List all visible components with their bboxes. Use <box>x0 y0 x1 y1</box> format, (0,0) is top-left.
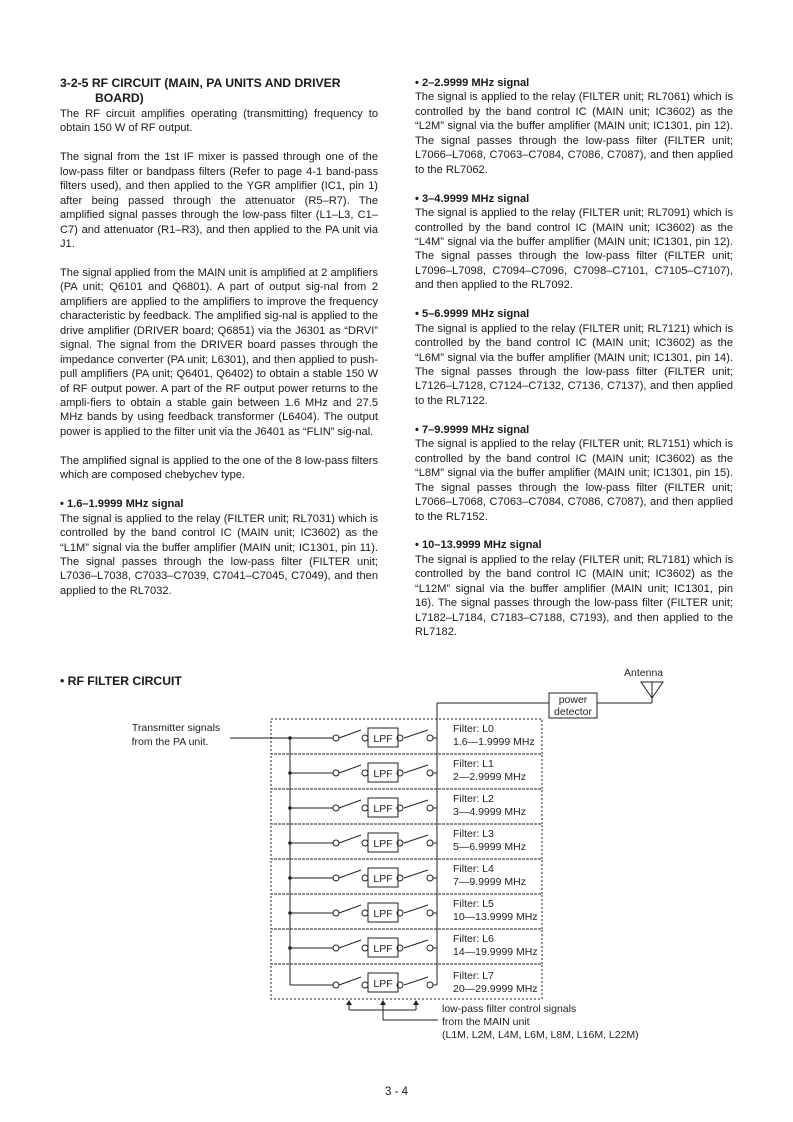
lpf-label: LPF <box>373 803 393 815</box>
lpf-label: LPF <box>373 873 393 885</box>
filter-range: 2—2.9999 MHz <box>453 771 526 783</box>
subsection-text: The signal is applied to the relay (FILTER unit; RL7061) which is controlled by the band control IC (MAIN unit; IC3602) as the “L2M” signal via the buffer amplifier (MAIN unit; IC1301, pin 12). The signal passes through the low-pass filter (FILTER unit; L7066–L7068, C7063–C7084, C7086, C7087), and then applied to the RL7062. <box>415 91 733 176</box>
filter-row <box>271 789 542 824</box>
paragraph: The signal applied from the MAIN unit is amplified at 2 amplifiers (PA unit; Q6101 and Q6801). A part of output sig-nal from 2 amplifiers are applied to the amplifiers to improve the frequency characteristic by feedback. The amplified sig-nal is applied to the drive amplifier (DRIVER board; Q6851) via the J6301 as “DRVI” signal. The signal from the DRIVER board passes through the impedance converter (PA unit; L6301), and then applied to push-pull amplifiers (PA unit; Q6401, Q6402) to obtain a stable 150 W of RF output power. A part of the RF output power returns to the ampli-fiers to obtain a stable gain between 1.6 MHz and 27.5 MHz bands by using feedback transformer (L6404). The output power is applied to the filter unit via the J6401 as “FLIN” sig-nal. <box>60 266 378 438</box>
filter-range: 1.6—1.9999 MHz <box>453 736 535 748</box>
filter-range: 10—13.9999 MHz <box>453 911 538 923</box>
power-detector-label: detector <box>554 706 592 718</box>
filter-row <box>271 964 542 999</box>
subsection-text: The signal is applied to the relay (FILTER unit; RL7091) which is controlled by the band control IC (MAIN unit; IC3602) as the “L4M” signal via the buffer amplifier (MAIN unit; IC1301, pin 12). The signal passes through the low-pass filter (FILTER unit; L7096–L7098, C7094–C7096, C7098–C7101, C7105–C7107), and then applied to the RL7092. <box>415 207 733 292</box>
lpf-label: LPF <box>373 838 393 850</box>
subsection-title: • 7–9.9999 MHz signal <box>415 423 530 436</box>
control-signal-lines <box>346 1000 438 1020</box>
filter-row <box>271 929 542 964</box>
filter-name: Filter: L4 <box>453 863 494 875</box>
filter-range: 7—9.9999 MHz <box>453 876 526 888</box>
filter-row <box>271 859 542 894</box>
diagram-heading: • RF FILTER CIRCUIT <box>60 674 182 688</box>
lpf-label: LPF <box>373 733 393 745</box>
subsection-title: • 2–2.9999 MHz signal <box>415 77 530 89</box>
filter-name: Filter: L0 <box>453 723 494 735</box>
filter-name: Filter: L3 <box>453 828 494 840</box>
subsection-text: The signal is applied to the relay (FILTER unit; RL7151) which is controlled by the band control IC (MAIN unit; IC3602) as the “L8M” signal via the buffer amplifier (MAIN unit; IC1301, pin 15). The signal passes through the low-pass filter (FILTER unit; L7066–L7068, C7063–C7084, C7086, C7087), and then applied to the RL7152. <box>415 438 733 523</box>
power-detector-label: power <box>558 694 588 706</box>
section-title: 3-2-5 RF CIRCUIT (MAIN, PA UNITS AND DRIVER BOARD) <box>60 76 341 105</box>
filter-row <box>271 824 542 859</box>
filter-name: Filter: L5 <box>453 898 494 910</box>
subsection-title: • 5–6.9999 MHz signal <box>415 308 530 321</box>
subsection-text: The signal is applied to the relay (FILTER unit; RL7121) which is controlled by the band control IC (MAIN unit; IC3602) as the “L6M” signal via the buffer amplifier (MAIN unit; IC1301, pin 14). The signal passes through the low-pass filter (FILTER unit; L7126–L7128, C7124–C7132, C7136, C7137), and then applied to the RL7122. <box>415 322 733 407</box>
antenna-label: Antenna <box>624 667 664 679</box>
filter-name: Filter: L2 <box>453 793 494 805</box>
control-label: low-pass filter control signals <box>442 1003 577 1015</box>
subsection-text: The signal is applied to the relay (FILTER unit; RL7181) which is controlled by the band control IC (MAIN unit; IC3602) as the “L12M” signal via the buffer amplifier (MAIN unit; IC1301, pin 16). The signal passes through the low-pass filter (FILTER unit; L7182–L7184, C7183–C7188, C7193), and then applied to the RL7182. <box>415 553 733 639</box>
antenna-icon <box>641 682 663 703</box>
page-number: 3 - 4 <box>384 1086 408 1098</box>
subsection-title: • 1.6–1.9999 MHz signal <box>60 498 184 511</box>
input-label: from the PA unit. <box>131 736 209 748</box>
filter-range: 20—29.9999 MHz <box>453 983 538 995</box>
control-label: from the MAIN unit <box>442 1016 530 1028</box>
filter-name: Filter: L6 <box>453 933 494 945</box>
subsection-title: • 10–13.9999 MHz signal <box>415 539 542 552</box>
subsection-text: The signal is applied to the relay (FILTER unit; RL7031) which is controlled by the band control IC (MAIN unit; IC3602) as the “L1M” signal via the buffer amplifier (MAIN unit; IC1301, pin 11). The signal passes through the low-pass filter (FILTER unit; L7036–L7038, C7033–C7039, C7041–C7045, C7049), and then applied to the RL7032. <box>60 512 378 597</box>
paragraph: The RF circuit amplifies operating (transmitting) frequency to obtain 150 W of RF output. <box>60 108 378 135</box>
control-label: (L1M, L2M, L4M, L6M, L8M, L16M, L22M) <box>442 1029 639 1041</box>
paragraph: The amplified signal is applied to the one of the 8 low-pass filters which are composed chebychev type. <box>60 454 378 482</box>
lpf-label: LPF <box>373 768 393 780</box>
filter-name: Filter: L1 <box>453 758 494 770</box>
filter-row <box>271 719 542 754</box>
lpf-label: LPF <box>373 908 393 920</box>
filter-row <box>271 894 542 929</box>
input-label: Transmitter signals <box>131 722 221 734</box>
lpf-label: LPF <box>373 978 393 990</box>
subsection-title: • 3–4.9999 MHz signal <box>415 192 530 205</box>
lpf-label: LPF <box>373 943 393 955</box>
filter-row <box>271 754 542 789</box>
paragraph: The signal from the 1st IF mixer is passed through one of the low-pass filter or bandpass filters (Refer to page 4-1 band-pass filters used), and then applied to the YGR amplifier (IC1, pin 1) after being passed through the attenuator (R5–R7). The amplified signal passes through the low-pass filter (L1–L3, C1–C7) and attenuator (R1–R3), and then applied to the PA unit via J1. <box>60 151 378 251</box>
filter-rows <box>271 719 542 999</box>
filter-range: 3—4.9999 MHz <box>453 806 526 818</box>
filter-range: 5—6.9999 MHz <box>453 841 526 853</box>
filter-range: 14—19.9999 MHz <box>453 946 538 958</box>
filter-name: Filter: L7 <box>453 970 494 982</box>
